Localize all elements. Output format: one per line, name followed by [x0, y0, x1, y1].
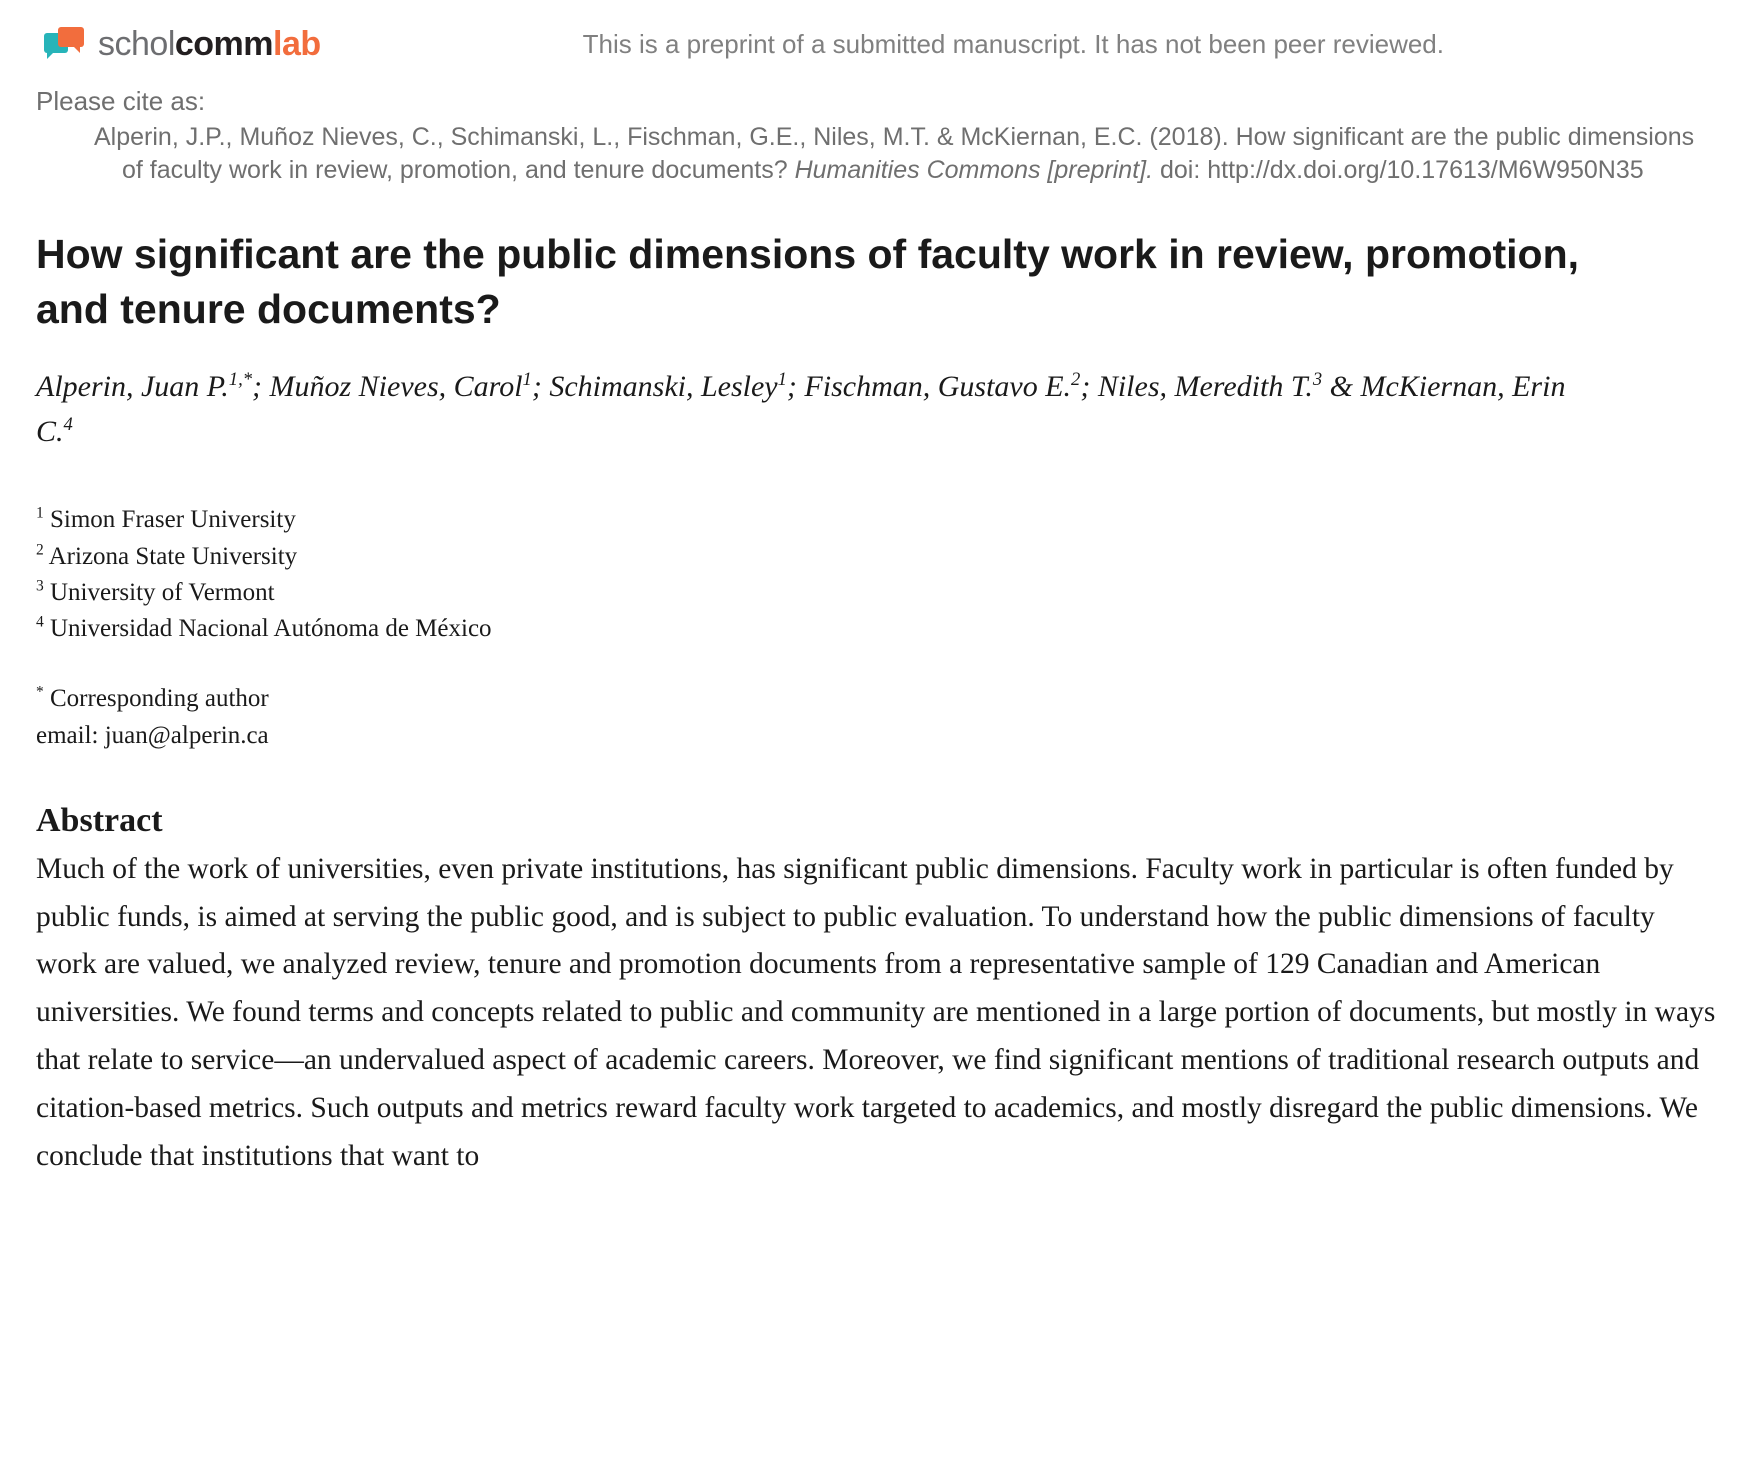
affiliation-name: Simon Fraser University [50, 506, 296, 534]
affiliation-item [36, 502, 1716, 538]
author-3: ; Schimanski, Lesley [531, 370, 778, 404]
author-list [36, 364, 1596, 454]
affiliation-item [36, 611, 1716, 647]
preprint-notice: This is a preprint of a submitted manuscript. It has not been peer reviewed. [582, 28, 1444, 59]
scholcommlab-logo [44, 27, 321, 61]
author-5: ; Niles, Meredith T. [1080, 370, 1313, 404]
citation-text [94, 121, 1716, 187]
corresponding-label: Corresponding author [50, 685, 269, 713]
author-1: Alperin, Juan P. [36, 370, 229, 404]
speech-bubbles-logo-icon [44, 27, 88, 61]
affiliation-name: Universidad Nacional Autónoma de México [50, 615, 492, 643]
corresponding-marker: * [36, 684, 44, 702]
author-5-affiliation-marker: 3 [1312, 369, 1323, 391]
logo-word-part-1: schol [98, 25, 175, 63]
author-conjunction: & [1322, 370, 1361, 404]
author-2: ; Muñoz Nieves, Carol [252, 370, 523, 404]
citation-text-part-1: Alperin, J.P., Muñoz Nieves, C., Schimanski, L., Fischman, G.E., Niles, M.T. & McKiernan, E.C. (2018). How significant are the public dimensions of faculty work in review, promotion, and tenure documents? [94, 123, 1695, 184]
affiliation-marker: 2 [36, 541, 44, 559]
citation-label: Please cite as: [36, 86, 206, 116]
affiliation-list [36, 502, 1716, 647]
author-6-affiliation-marker: 4 [63, 414, 73, 436]
corresponding-email: email: juan@alperin.ca [36, 721, 269, 749]
author-4-affiliation-marker: 2 [1071, 369, 1081, 391]
author-4: ; Fischman, Gustavo E. [786, 370, 1072, 404]
author-2-affiliation-marker: 1 [522, 369, 532, 391]
corresponding-author-line [36, 681, 1716, 717]
author-6: McKiernan, Erin C. [36, 370, 1566, 449]
affiliation-name: University of Vermont [50, 578, 275, 606]
affiliation-marker: 4 [36, 613, 44, 631]
page-title: How significant are the public dimensions of faculty work in review, promotion, and tenure documents? [36, 231, 1580, 332]
citation-source-italic: Humanities Commons [preprint]. [794, 156, 1154, 184]
affiliation-name: Arizona State University [48, 542, 298, 570]
affiliation-marker: 3 [36, 577, 44, 595]
logo-word-part-3: lab [273, 25, 321, 63]
affiliation-item [36, 539, 1716, 575]
citation-block [36, 86, 1716, 187]
abstract-heading: Abstract [36, 801, 163, 839]
affiliation-item [36, 575, 1716, 611]
author-3-affiliation-marker: 1 [777, 369, 787, 391]
logo-word-part-2: comm [174, 25, 274, 63]
corresponding-author-block [36, 681, 1716, 754]
logo-wordmark [98, 27, 321, 61]
author-1-affiliation-marker: 1,* [228, 369, 253, 391]
affiliation-marker: 1 [36, 505, 44, 523]
citation-doi: doi: http://dx.doi.org/10.17613/M6W950N35 [1153, 156, 1644, 184]
preprint-header [36, 0, 1716, 80]
abstract-text: Much of the work of universities, even private institutions, has significant public dimensions. Faculty work in particular is often funded by public funds, is aimed at serving the public good, and is subject to public evaluation. To understand how the public dimensions of faculty work are valued, we analyzed review, tenure and promotion documents from a representative sample of 129 Canadian and American universities. We found terms and concepts related to public and community are mentioned in a large portion of documents, but mostly in ways that relate to service—an undervalued aspect of academic careers. Moreover, we find significant mentions of traditional research outputs and citation-based metrics. Such outputs and metrics reward faculty work targeted to academics, and mostly disregard the public dimensions. We conclude that institutions that want to [36, 852, 1716, 1172]
